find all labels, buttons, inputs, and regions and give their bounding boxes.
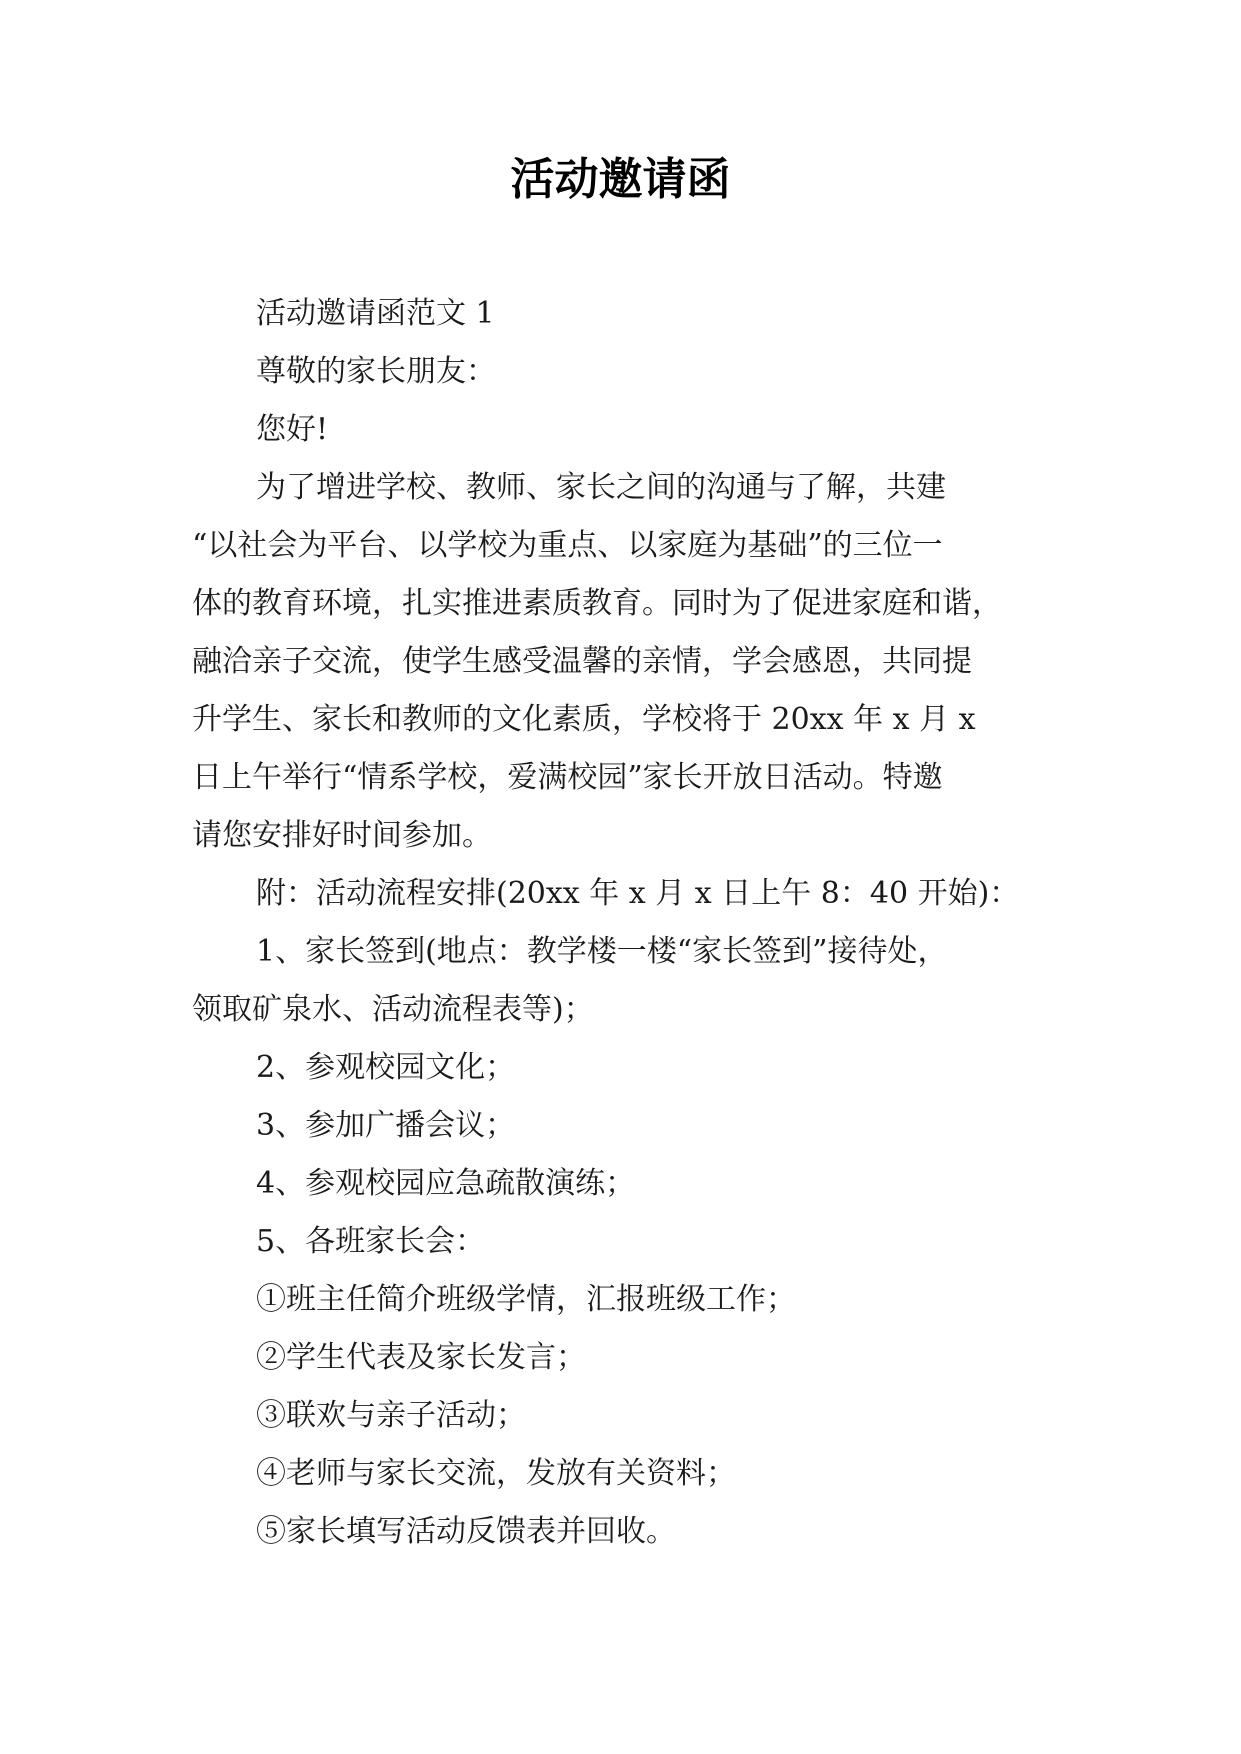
paragraph-line: 升学生、家长和教师的文化素质，学校将于 20xx 年 x 月 x xyxy=(192,702,976,737)
salutation: 尊敬的家长朋友： xyxy=(256,354,496,389)
greeting: 您好! xyxy=(256,412,329,447)
paragraph-line: “以社会为平台、以学校为重点、以家庭为基础”的三位一 xyxy=(192,528,943,563)
sub-item: ④老师与家长交流，发放有关资料； xyxy=(256,1456,736,1491)
paragraph-line: 为了增进学校、教师、家长之间的沟通与了解，共建 xyxy=(256,470,946,505)
paragraph-line: 日上午举行“情系学校，爱满校园”家长开放日活动。特邀 xyxy=(192,760,943,795)
schedule-item-continuation: 领取矿泉水、活动流程表等)； xyxy=(192,992,594,1027)
schedule-item: 4、参观校园应急疏散演练； xyxy=(256,1166,636,1201)
schedule-item: 1、家长签到(地点：教学楼一楼“家长签到”接待处， xyxy=(256,934,948,969)
sub-item: ②学生代表及家长发言； xyxy=(256,1340,586,1375)
sub-item: ③联欢与亲子活动； xyxy=(256,1398,526,1433)
schedule-item: 3、参加广播会议； xyxy=(256,1108,516,1143)
sub-item: ⑤家长填写活动反馈表并回收。 xyxy=(256,1514,676,1549)
document-title: 活动邀请函 xyxy=(510,154,731,205)
section-heading: 活动邀请函范文 1 xyxy=(256,296,495,331)
document-body xyxy=(192,285,1072,1561)
sub-item: ①班主任简介班级学情，汇报班级工作； xyxy=(256,1282,796,1317)
schedule-item: 5、各班家长会： xyxy=(256,1224,486,1259)
schedule-item: 2、参观校园文化； xyxy=(256,1050,516,1085)
schedule-intro: 附：活动流程安排(20xx 年 x 月 x 日上午 8：40 开始)： xyxy=(256,876,1020,911)
paragraph-line: 体的教育环境，扎实推进素质教育。同时为了促进家庭和谐， xyxy=(192,586,1002,621)
paragraph-line: 请您安排好时间参加。 xyxy=(192,818,492,853)
paragraph-line: 融洽亲子交流，使学生感受温馨的亲情，学会感恩，共同提 xyxy=(192,644,972,679)
